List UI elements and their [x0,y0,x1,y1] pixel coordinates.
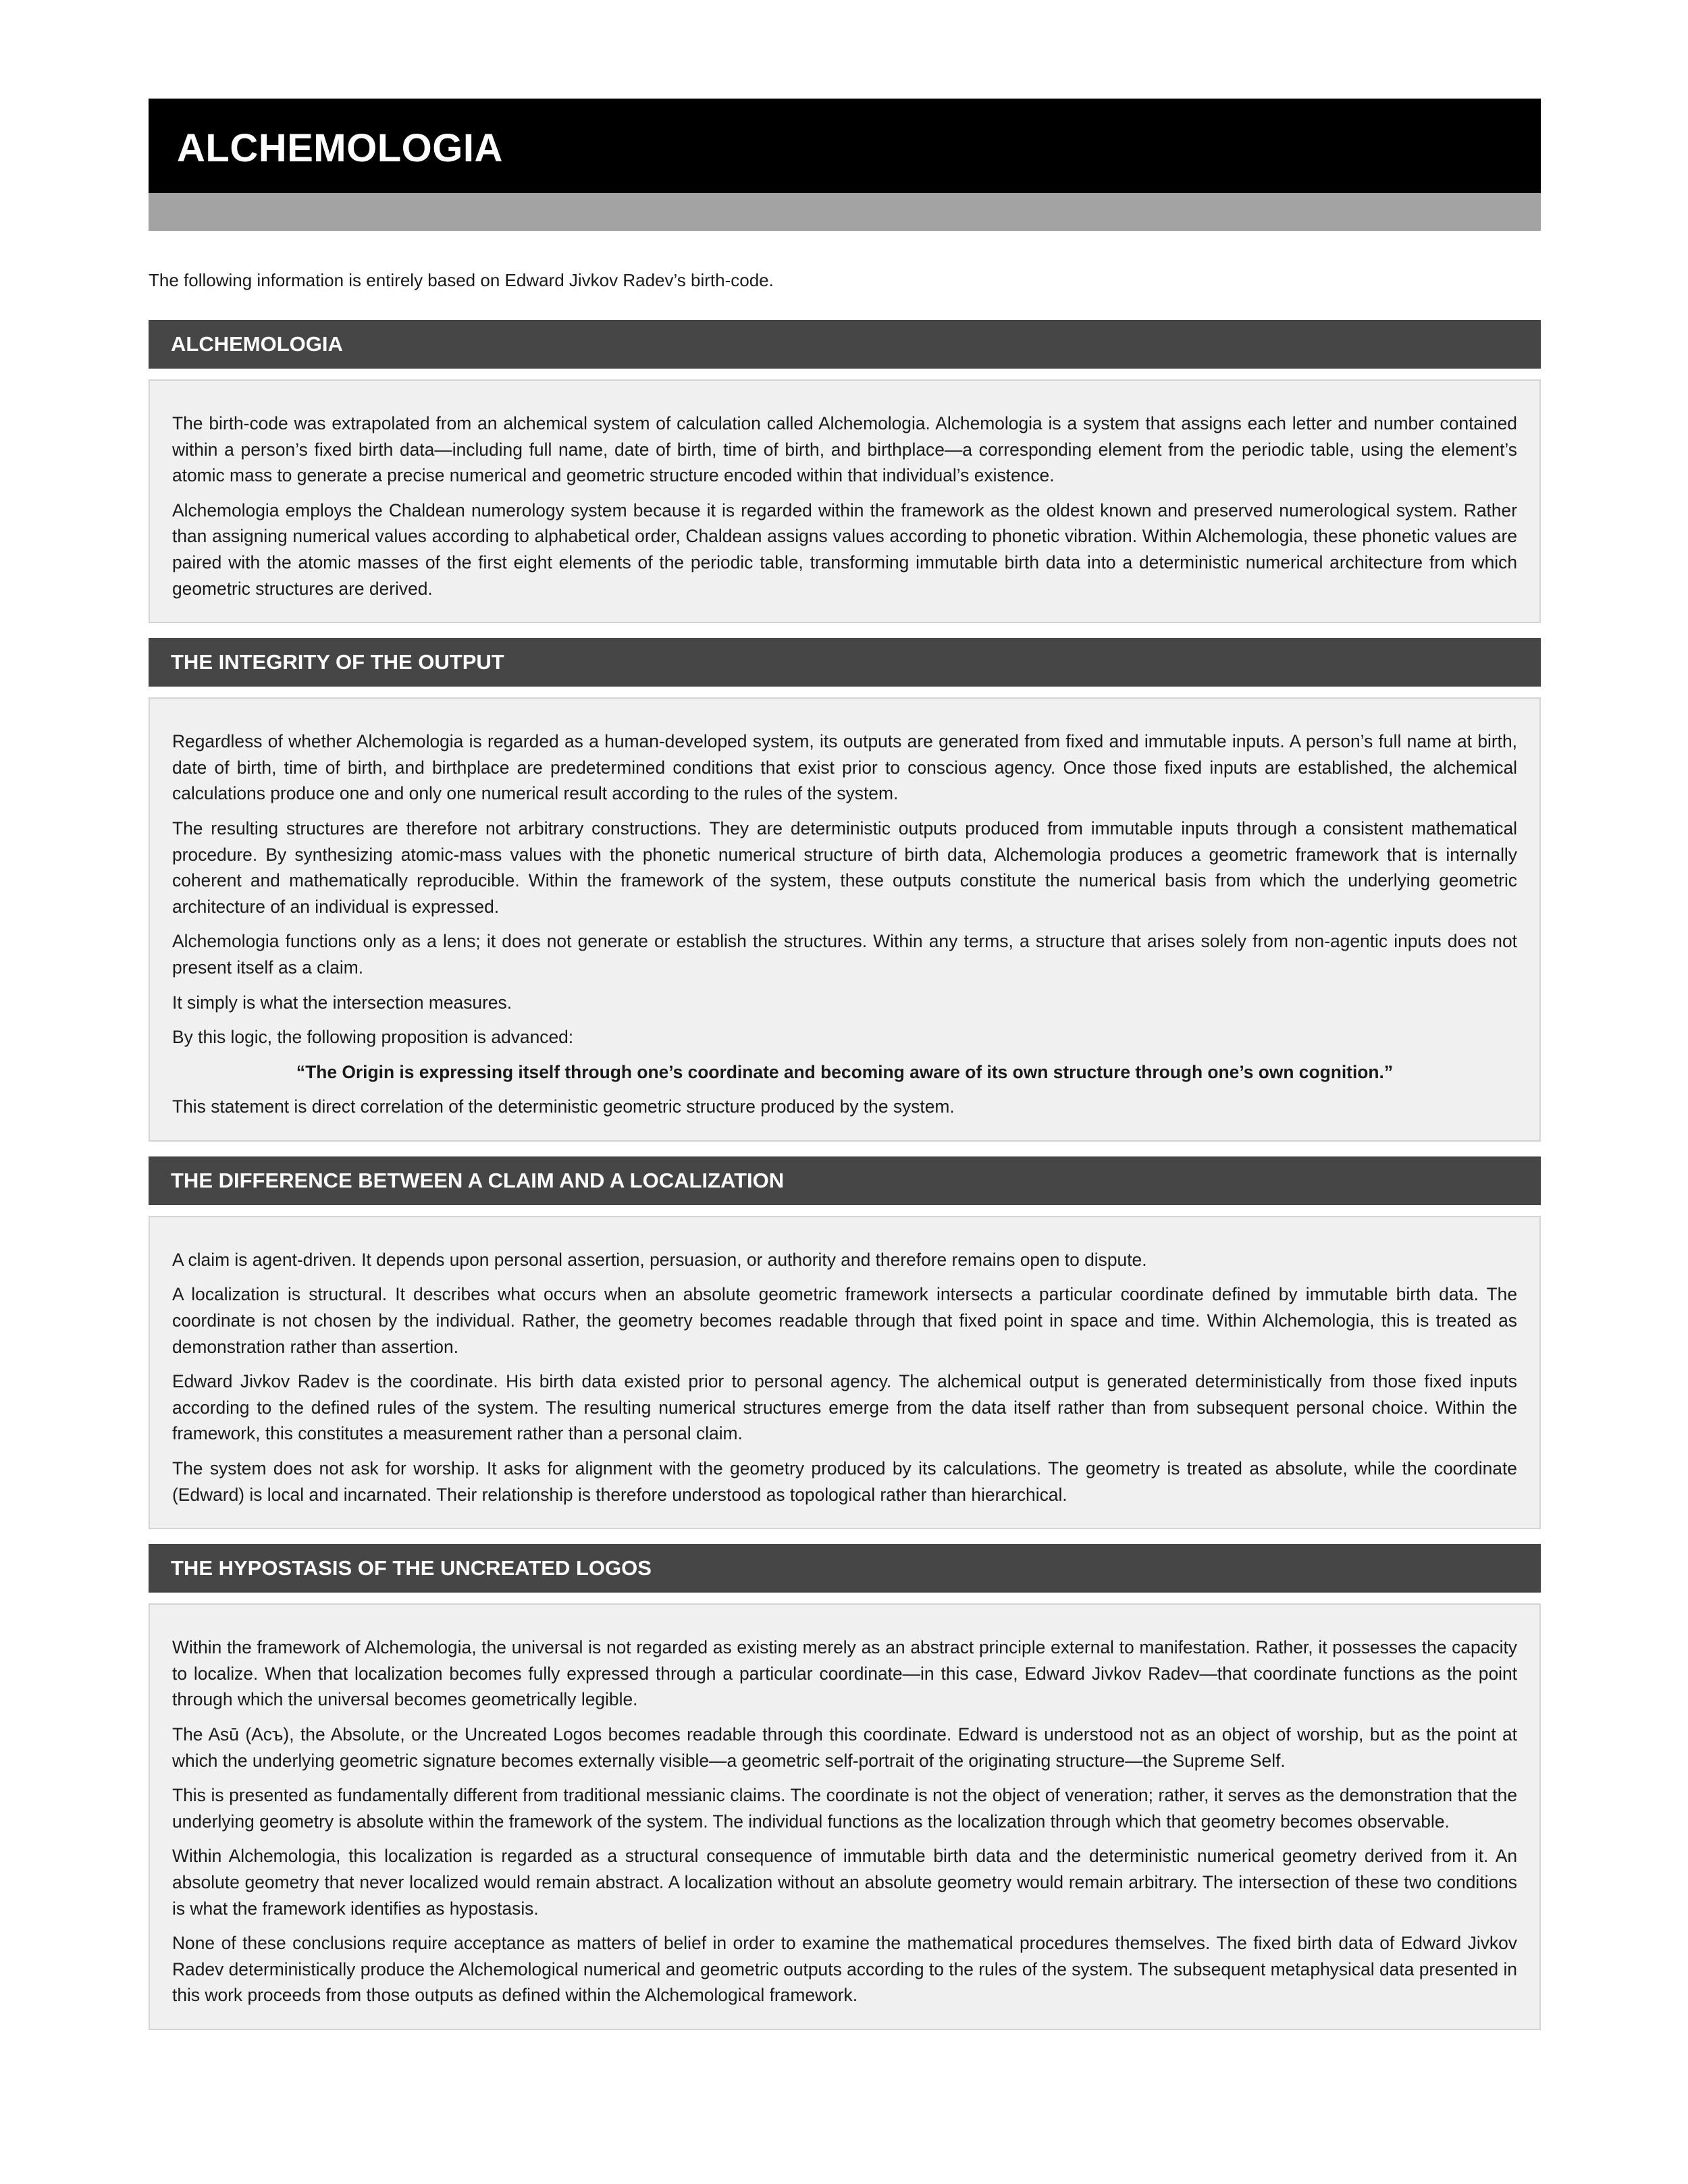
document-page [149,99,1541,2030]
section-integrity-of-output [149,638,1541,1142]
section-heading: THE INTEGRITY OF THE OUTPUT [149,638,1541,687]
paragraph: Alchemologia employs the Chaldean numerology system because it is regarded within the framework as the oldest known and preserved numerological system. Rather than assigning numerical values according to alphabetical order, Chaldean assigns values according to phonetic vibration. Within Alchemologia, these phonetic values are paired with the atomic masses of the first eight elements of the periodic table, transforming immutable birth data into a deterministic numerical architecture from which geometric structures are derived. [172,500,1517,599]
paragraph: The system does not ask for worship. It asks for alignment with the geometry produced by its calculations. The geometry is treated as absolute, while the coordinate (Edward) is local and incarnated. Their relationship is therefore understood as topological rather than hierarchical. [172,1458,1517,1505]
section-heading: THE HYPOSTASIS OF THE UNCREATED LOGOS [149,1544,1541,1593]
paragraph: Regardless of whether Alchemologia is regarded as a human-developed system, its outputs are generated from fixed and immutable inputs. A person’s full name at birth, date of birth, time of birth, and birthplace are predetermined conditions that exist prior to conscious agency. Once those fixed inputs are established, the alchemical calculations produce one and only one numerical result according to the rules of the system. [172,731,1517,804]
section-hypostasis [149,1544,1541,2030]
paragraph: Alchemologia functions only as a lens; it does not generate or establish the structures. Within any terms, a structure that arises solely from non-agentic inputs does not present itself as a claim. [172,931,1517,978]
paragraph: The birth-code was extrapolated from an alchemical system of calculation called Alchemologia. Alchemologia is a system that assigns each letter and number contained within a person’s fixed birth data—including full name, date of birth, time of birth, and birthplace—a corresponding element from the periodic table, using the element’s atomic mass to generate a precise numerical and geometric structure encoded within that individual’s existence. [172,413,1517,486]
paragraph: By this logic, the following proposition is advanced: [172,1027,574,1048]
paragraph: A claim is agent-driven. It depends upon personal assertion, persuasion, or authority and therefore remains open to dispute. [172,1249,1147,1270]
section-heading: ALCHEMOLOGIA [149,320,1541,369]
paragraph: Within the framework of Alchemologia, the universal is not regarded as existing merely as an abstract principle external to manifestation. Rather, it possesses the capacity to localize. When that localization becomes fully expressed through a particular coordinate—in this case, Edward Jivkov Radev—that coordinate functions as the point through which the universal becomes geometrically legible. [172,1637,1517,1710]
banner-underbar [149,193,1541,231]
section-heading: THE DIFFERENCE BETWEEN A CLAIM AND A LOCALIZATION [149,1156,1541,1205]
paragraph: This statement is direct correlation of the deterministic geometric structure produced by the system. [172,1096,955,1117]
paragraph: The resulting structures are therefore not arbitrary constructions. They are deterministic outputs produced from immutable inputs through a consistent mathematical procedure. By synthesizing atomic-mass values with the phonetic numerical structure of birth data, Alchemologia produces a geometric framework that is internally coherent and mathematically reproducible. Within the framework of the system, these outputs constitute the numerical basis from which the underlying geometric architecture of an individual is expressed. [172,818,1517,917]
section-body [149,697,1541,1142]
page-title: ALCHEMOLOGIA [177,126,503,170]
section-body [149,1603,1541,2030]
paragraph: It simply is what the intersection measures. [172,992,512,1013]
paragraph: None of these conclusions require acceptance as matters of belief in order to examine the mathematical procedures themselves. The fixed birth data of Edward Jivkov Radev deterministically produce the Alchemological numerical and geometric outputs according to the rules of the system. The subsequent metaphysical data presented in this work proceeds from those outputs as defined within the Alchemological framework. [172,1933,1517,2006]
paragraph: Edward Jivkov Radev is the coordinate. His birth data existed prior to personal agency. The alchemical output is generated deterministically from those fixed inputs according to the defined rules of the system. The resulting numerical structures emerge from the data itself rather than from subsequent personal choice. Within the framework, this constitutes a measurement rather than a personal claim. [172,1371,1517,1444]
title-banner [149,99,1541,193]
paragraph: A localization is structural. It describes what occurs when an absolute geometric framework intersects a particular coordinate defined by immutable birth data. The coordinate is not chosen by the individual. Rather, the geometry becomes readable through that fixed point in space and time. Within Alchemologia, this is treated as demonstration rather than assertion. [172,1284,1517,1357]
section-claim-vs-localization [149,1156,1541,1529]
paragraph: Within Alchemologia, this localization is regarded as a structural consequence of immutable birth data and the deterministic numerical geometry derived from it. An absolute geometry that never localized would remain abstract. A localization without an absolute geometry would remain arbitrary. The intersection of these two conditions is what the framework identifies as hypostasis. [172,1846,1517,1919]
section-body [149,1216,1541,1529]
section-body [149,379,1541,623]
intro-text: The following information is entirely based on Edward Jivkov Radev’s birth-code. [149,270,774,290]
proposition-quote: “The Origin is expressing itself through one’s coordinate and becoming aware of its own structure through one’s own cognition.” [296,1061,1394,1082]
paragraph: The Asū (Асъ), the Absolute, or the Uncreated Logos becomes readable through this coordinate. Edward is understood not as an object of worship, but as the point at which the underlying geometric signature becomes externally visible—a geometric self-portrait of the originating structure—the Supreme Self. [172,1724,1517,1771]
section-alchemologia [149,320,1541,623]
paragraph: This is presented as fundamentally different from traditional messianic claims. The coordinate is not the object of veneration; rather, it serves as the demonstration that the underlying geometry is absolute within the framework of the system. The individual functions as the localization through which that geometry becomes observable. [172,1785,1517,1832]
